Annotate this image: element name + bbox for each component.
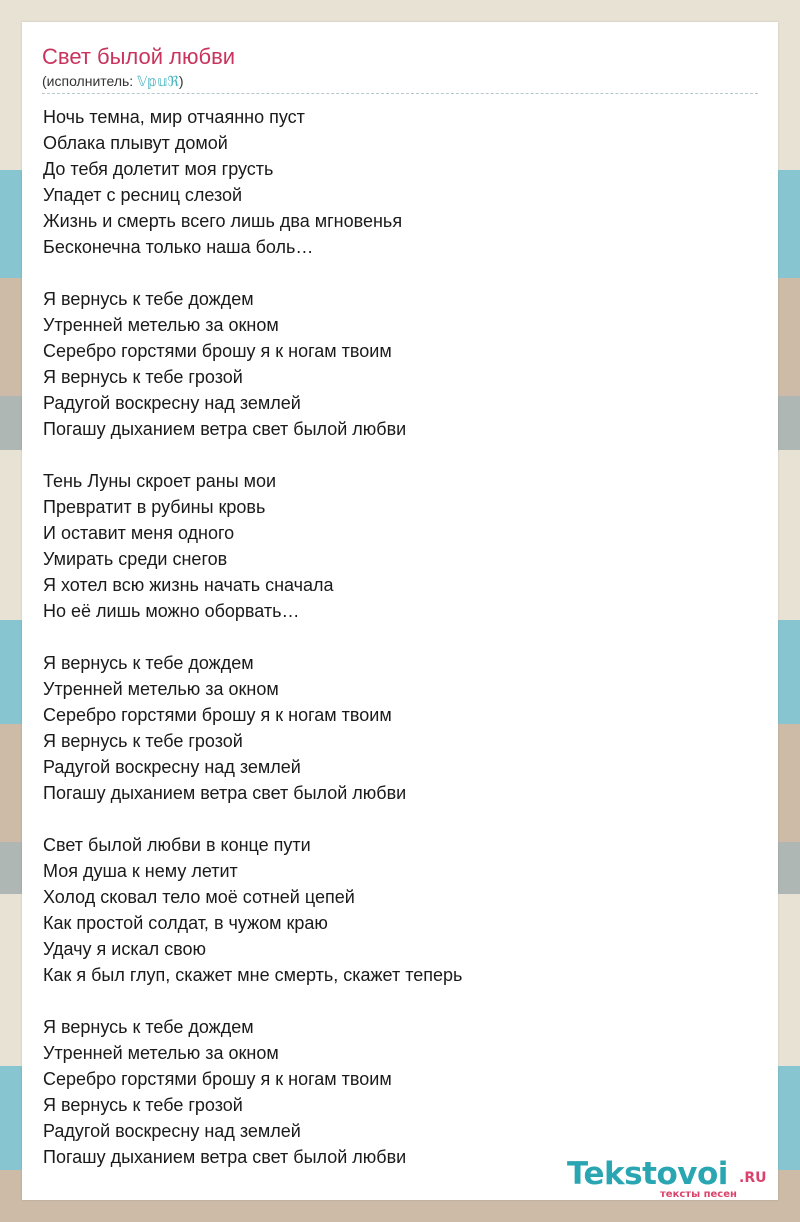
lyrics-line: Бесконечна только наша боль… bbox=[43, 237, 314, 257]
logo-subtitle: тексты песен bbox=[660, 1189, 737, 1200]
lyrics-line: Превратит в рубины кровь bbox=[43, 497, 266, 517]
lyrics-line: Облака плывут домой bbox=[43, 133, 228, 153]
lyrics-line: Я хотел всю жизнь начать сначала bbox=[43, 575, 334, 595]
lyrics-line: Радугой воскресну над землей bbox=[43, 393, 301, 413]
lyrics-stanza bbox=[43, 104, 462, 260]
lyrics-stanza bbox=[43, 286, 462, 442]
logo-wordmark: Tekstovoi bbox=[567, 1156, 728, 1192]
lyrics-line: И оставит меня одного bbox=[43, 523, 235, 543]
lyrics-line: Я вернусь к тебе дождем bbox=[43, 289, 254, 309]
song-title: Свет былой любви bbox=[42, 44, 236, 69]
lyrics-stanza bbox=[43, 468, 462, 624]
lyrics-line: Радугой воскресну над землей bbox=[43, 757, 301, 777]
lyrics-line: Утренней метелью за окном bbox=[43, 315, 279, 335]
lyrics-line: Удачу я искал свою bbox=[43, 939, 206, 959]
lyrics-line: Упадет с ресниц слезой bbox=[43, 185, 243, 205]
title-divider bbox=[42, 93, 758, 94]
lyrics-line: Погашу дыханием ветра свет былой любви bbox=[43, 1147, 407, 1167]
artist-suffix: ) bbox=[178, 73, 184, 89]
lyrics-line: Как я был глуп, скажет мне смерть, скажет теперь bbox=[43, 965, 463, 985]
lyrics-line: Радугой воскресну над землей bbox=[43, 1121, 301, 1141]
lyrics-line: Я вернусь к тебе дождем bbox=[43, 653, 254, 673]
artist-link[interactable]: 𝕍𝕡𝕦ℜ bbox=[137, 73, 179, 89]
lyrics-line: До тебя долетит моя грусть bbox=[43, 159, 274, 179]
lyrics-line: Как простой солдат, в чужом краю bbox=[43, 913, 328, 933]
lyrics-line: Жизнь и смерть всего лишь два мгновенья bbox=[43, 211, 403, 231]
lyrics-body bbox=[43, 104, 462, 1196]
lyrics-line: Утренней метелью за окном bbox=[43, 679, 279, 699]
lyrics-line: Погашу дыханием ветра свет былой любви bbox=[43, 419, 407, 439]
lyrics-line: Серебро горстями брошу я к ногам твоим bbox=[43, 705, 392, 725]
lyrics-line: Я вернусь к тебе грозой bbox=[43, 367, 243, 387]
lyrics-line: Утренней метелью за окном bbox=[43, 1043, 279, 1063]
site-logo[interactable] bbox=[567, 1156, 777, 1202]
lyrics-line: Я вернусь к тебе грозой bbox=[43, 731, 243, 751]
lyrics-line: Погашу дыханием ветра свет былой любви bbox=[43, 783, 407, 803]
lyrics-line: Я вернусь к тебе дождем bbox=[43, 1017, 254, 1037]
lyrics-line: Холод сковал тело моё сотней цепей bbox=[43, 887, 355, 907]
lyrics-line: Но её лишь можно оборвать… bbox=[43, 601, 300, 621]
lyrics-line: Умирать среди снегов bbox=[43, 549, 228, 569]
logo-domain: .RU bbox=[739, 1170, 767, 1186]
lyrics-line: Тень Луны скроет раны мои bbox=[43, 471, 277, 491]
lyrics-line: Серебро горстями брошу я к ногам твоим bbox=[43, 1069, 392, 1089]
lyrics-card bbox=[22, 22, 778, 1200]
lyrics-line: Моя душа к нему летит bbox=[43, 861, 238, 881]
artist-prefix: (исполнитель: bbox=[42, 73, 138, 89]
lyrics-line: Я вернусь к тебе грозой bbox=[43, 1095, 243, 1115]
lyrics-stanza bbox=[43, 1014, 462, 1170]
lyrics-stanza bbox=[43, 650, 462, 806]
lyrics-line: Серебро горстями брошу я к ногам твоим bbox=[43, 341, 392, 361]
lyrics-line: Ночь темна, мир отчаянно пуст bbox=[43, 107, 305, 127]
artist-line bbox=[42, 72, 184, 90]
lyrics-stanza bbox=[43, 832, 462, 988]
lyrics-line: Свет былой любви в конце пути bbox=[43, 835, 311, 855]
